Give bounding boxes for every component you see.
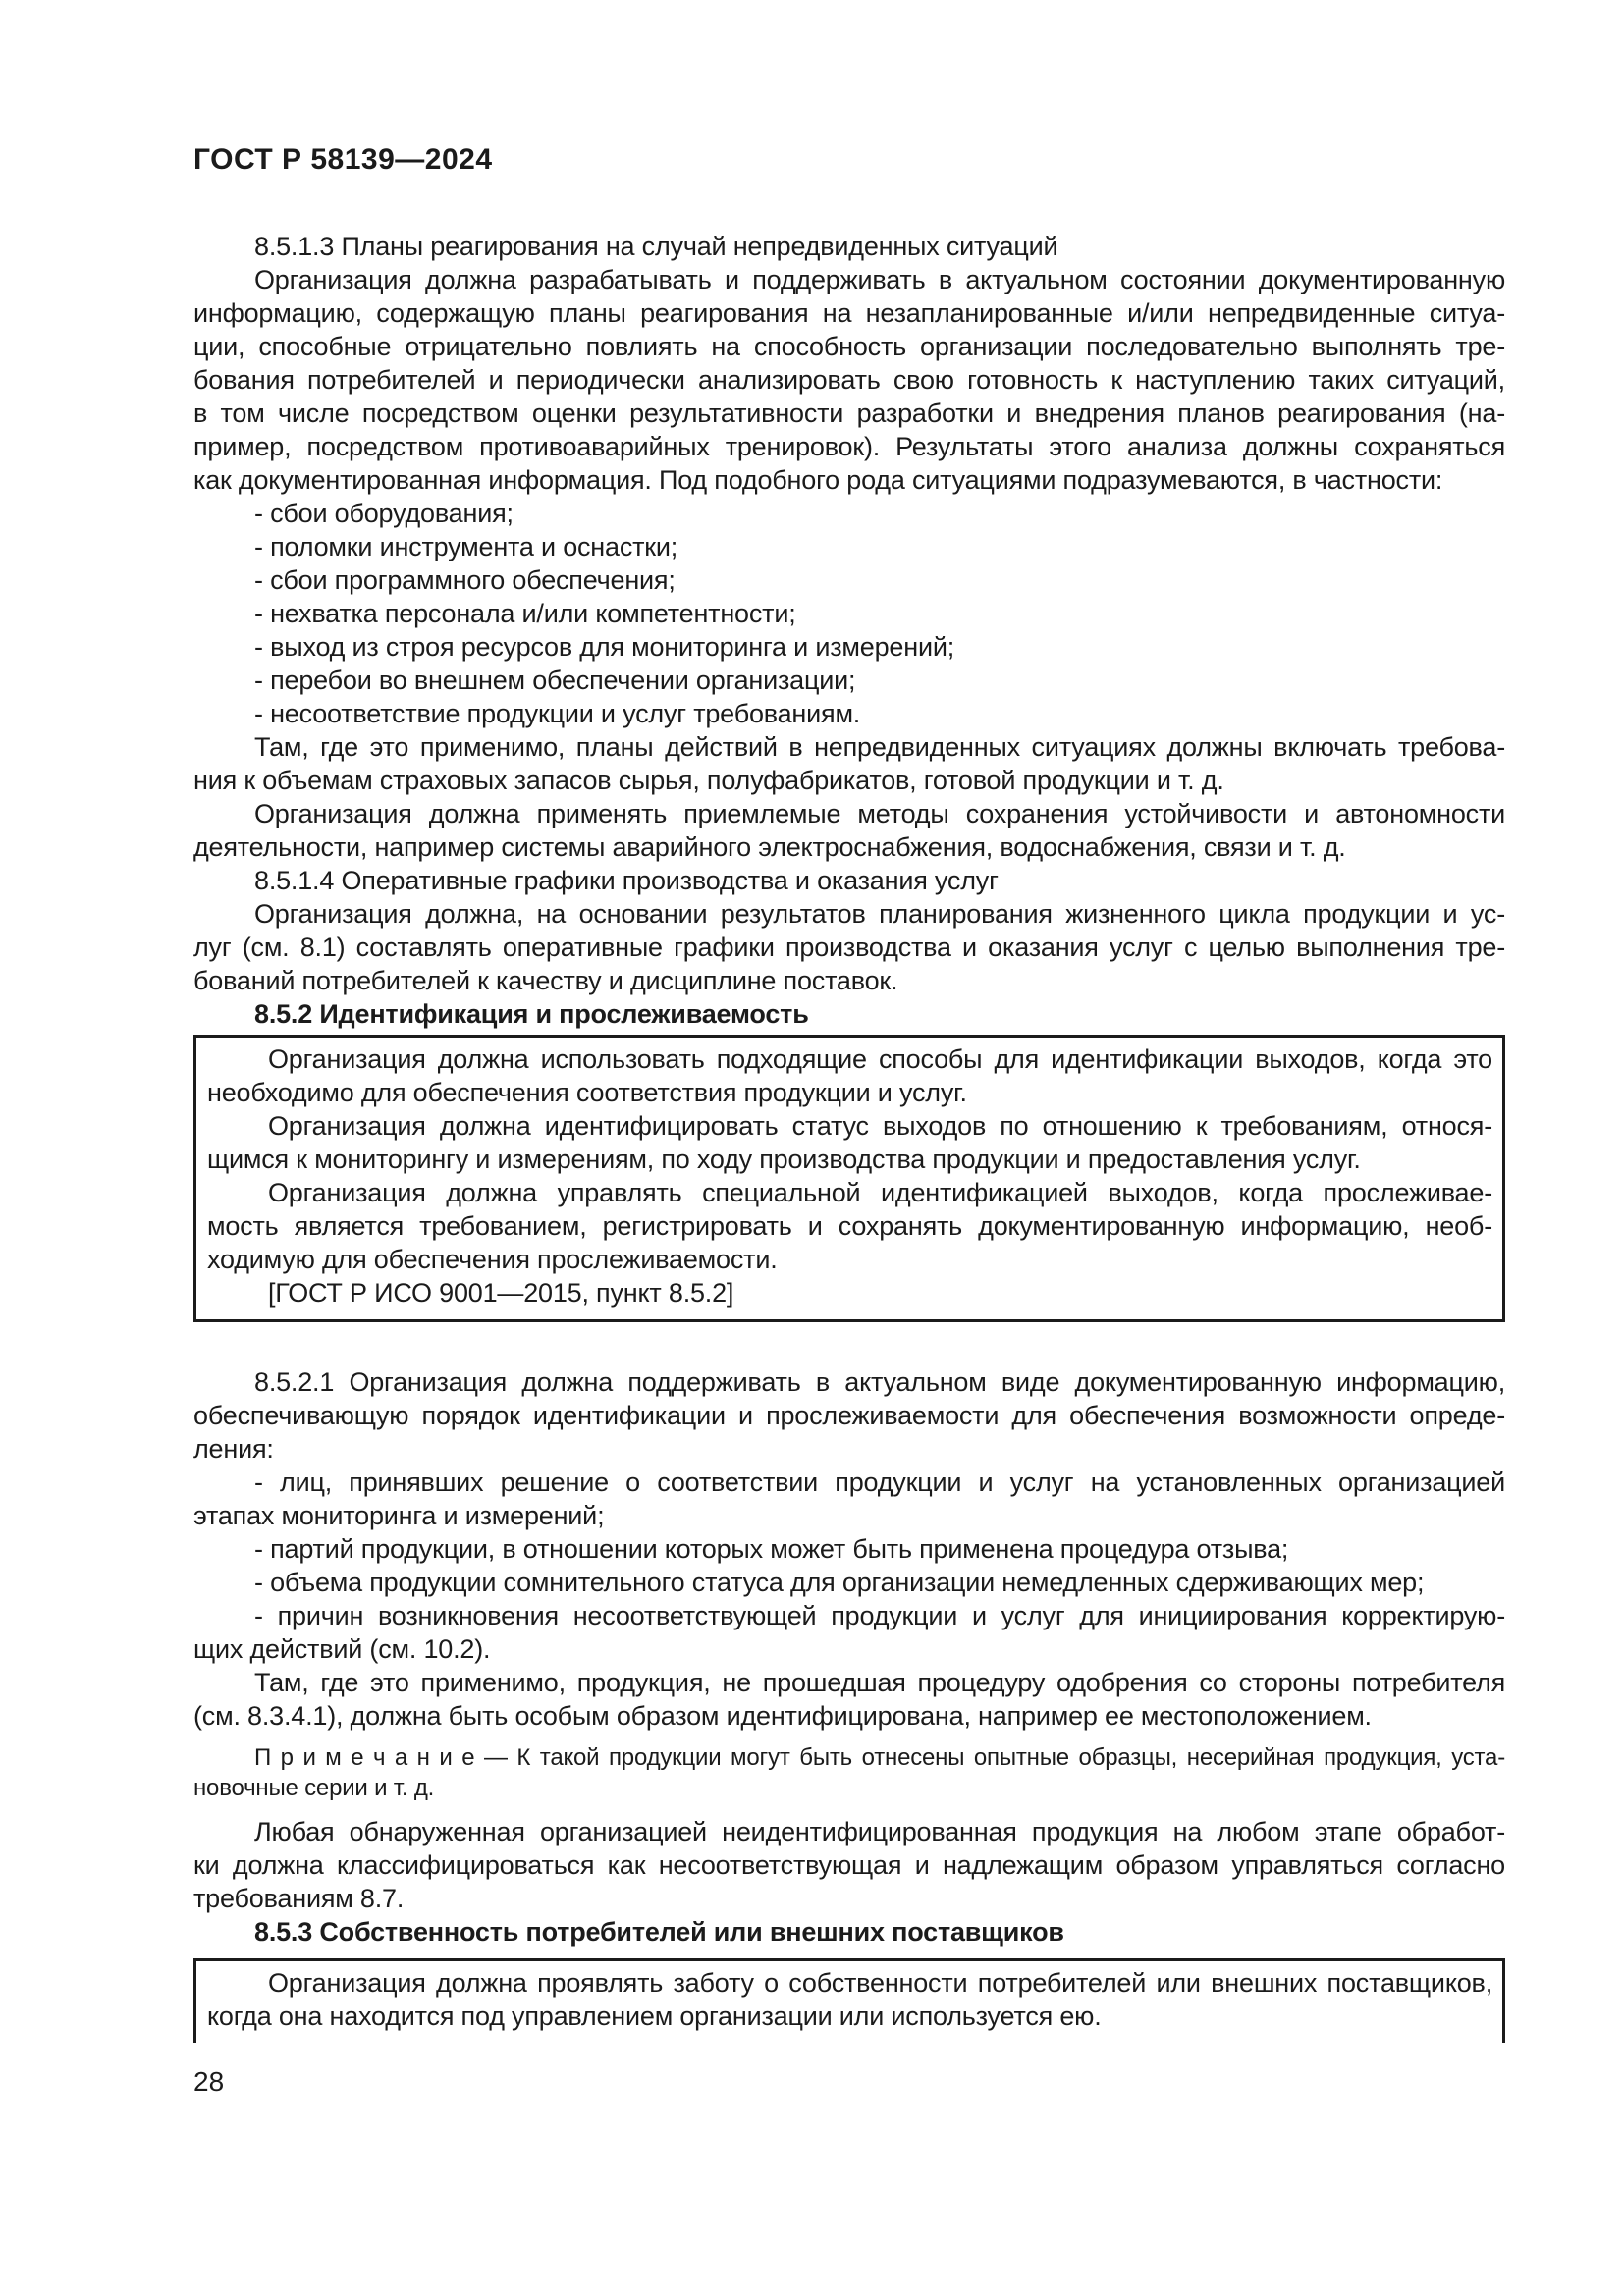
text-line: - нехватка персонала и/или компетентности; — [254, 599, 796, 628]
clause-title-8-5-1-3 — [193, 230, 1505, 263]
text-line: этапах мониторинга и измерений; — [193, 1501, 605, 1530]
text-line: - перебои во внешнем обеспечении организации; — [254, 666, 856, 695]
paragraph — [193, 797, 1505, 864]
paragraph — [193, 263, 1505, 497]
text-line: [ГОСТ Р ИСО 9001—2015, пункт 8.5.2] — [268, 1278, 734, 1308]
text-line: - сбои программного обеспечения; — [254, 565, 676, 595]
list-item — [193, 1466, 1505, 1532]
list-item — [193, 1532, 1505, 1566]
box-paragraph — [207, 1042, 1492, 1109]
text-line: деятельности, например системы аварийного электроснабжения, водоснабжения, связи и т. д. — [193, 832, 1346, 862]
page-number: 28 — [193, 2066, 225, 2097]
section-heading-8-5-2 — [193, 997, 1505, 1031]
text-line: - объема продукции сомнительного статуса для организации немедленных сдерживающих мер; — [254, 1568, 1425, 1597]
text-line: Организация должна идентифицировать статус выходов по отношению к требованиям, относя- — [268, 1111, 1492, 1141]
paragraph — [193, 730, 1505, 797]
text-line: - сбои оборудования; — [254, 499, 514, 528]
list-item — [193, 530, 1505, 563]
text-line: Организация должна использовать подходящие способы для идентификации выходов, когда это — [268, 1044, 1492, 1074]
box-paragraph — [207, 1176, 1492, 1276]
text-line: - выход из строя ресурсов для мониторинга и измерений; — [254, 632, 955, 662]
section-heading-8-5-3 — [193, 1915, 1505, 1949]
list-item — [193, 1599, 1505, 1666]
text-line: ления: — [193, 1434, 274, 1464]
text-line: необходимо для обеспечения соответствия продукции и услуг. — [207, 1078, 967, 1107]
text-line: П р и м е ч а н и е — К такой продукции могут быть отнесены опытные образцы, несерийная продукция, уста- — [254, 1744, 1505, 1771]
list-item — [193, 1566, 1505, 1599]
quote-box-customer-property — [193, 1958, 1505, 2043]
text-line: обеспечивающую порядок идентификации и прослеживаемости для обеспечения возможности опреде- — [193, 1401, 1505, 1430]
text-line: - поломки инструмента и оснастки; — [254, 532, 678, 561]
text-line: Организация должна управлять специальной идентификацией выходов, когда прослеживае- — [268, 1178, 1492, 1207]
text-line: новочные серии и т. д. — [193, 1775, 435, 1801]
text-line: Организация должна, на основании результатов планирования жизненного цикла продукции и ус- — [254, 899, 1505, 929]
list-item — [193, 697, 1505, 730]
text-line: щимся к мониторингу и измерениям, по ходу производства продукции и предоставления услуг. — [207, 1145, 1361, 1174]
box-paragraph — [207, 1276, 1492, 1309]
document-body — [193, 230, 1505, 2043]
text-line: луг (см. 8.1) составлять оперативные графики производства и оказания услуг с целью выполнения тре- — [193, 933, 1505, 962]
text-line: бований потребителей к качеству и дисциплине поставок. — [193, 966, 898, 995]
text-line: ки должна классифицироваться как несоответствующая и надлежащим образом управляться согласно — [193, 1850, 1505, 1880]
paragraph — [193, 1815, 1505, 1915]
paragraph — [193, 1666, 1505, 1733]
list-item — [193, 630, 1505, 664]
text-line: бования потребителей и периодически анализировать свою готовность к наступлению таких ситуаций, — [193, 365, 1505, 395]
text-line: щих действий (см. 10.2). — [193, 1634, 491, 1664]
list-item — [193, 497, 1505, 530]
box-paragraph — [207, 1966, 1492, 2033]
text-line: Организация должна проявлять заботу о собственности потребителей или внешних поставщиков, — [268, 1968, 1492, 1998]
box-paragraph — [207, 1109, 1492, 1176]
text-line: информацию, содержащую планы реагирования на незапланированные и/или непредвиденные ситуа- — [193, 298, 1505, 328]
text-line: как документированная информация. Под подобного рода ситуациями подразумеваются, в частности: — [193, 465, 1443, 495]
text-line: ходимую для обеспечения прослеживаемости. — [207, 1245, 778, 1274]
list-item — [193, 563, 1505, 597]
text-line: - несоответствие продукции и услуг требованиям. — [254, 699, 861, 728]
text-line: Любая обнаруженная организацией неидентифицированная продукция на любом этапе обработ- — [254, 1817, 1505, 1846]
text-line: Там, где это применимо, продукция, не прошедшая процедуру одобрения со стороны потребителя — [254, 1668, 1505, 1697]
text-line: требованиям 8.7. — [193, 1884, 405, 1913]
text-line: - причин возникновения несоответствующей продукции и услуг для инициирования корректирую- — [254, 1601, 1505, 1630]
text-line: мость является требованием, регистрировать и сохранять документированную информацию, необ- — [207, 1211, 1492, 1241]
text-line: в том числе посредством оценки результативности разработки и внедрения планов реагирования (на- — [193, 399, 1505, 428]
list-item — [193, 664, 1505, 697]
text-line: - лиц, принявших решение о соответствии продукции и услуг на установленных организацией — [254, 1468, 1505, 1497]
running-header: ГОСТ Р 58139—2024 — [193, 143, 493, 176]
note — [193, 1742, 1505, 1803]
text-line: ния к объемам страховых запасов сырья, полуфабрикатов, готовой продукции и т. д. — [193, 766, 1224, 795]
quote-box-iso-9001 — [193, 1035, 1505, 1322]
text-line: 8.5.2 Идентификация и прослеживаемость — [254, 999, 809, 1029]
text-line: Организация должна разрабатывать и поддерживать в актуальном состоянии документированную — [254, 265, 1505, 294]
text-line: 8.5.3 Собственность потребителей или внешних поставщиков — [254, 1917, 1064, 1947]
text-line: пример, посредством противоаварийных тренировок). Результаты этого анализа должны сохраняться — [193, 432, 1505, 461]
text-line: 8.5.1.3 Планы реагирования на случай непредвиденных ситуаций — [254, 232, 1058, 261]
list-item — [193, 597, 1505, 630]
paragraph — [193, 1365, 1505, 1466]
text-line: - партий продукции, в отношении которых может быть применена процедура отзыва; — [254, 1534, 1289, 1564]
text-line: ции, способные отрицательно повлиять на способность организации последовательно выполнять тре- — [193, 332, 1505, 361]
paragraph — [193, 897, 1505, 997]
text-line: 8.5.1.4 Оперативные графики производства и оказания услуг — [254, 866, 999, 895]
text-line: 8.5.2.1 Организация должна поддерживать в актуальном виде документированную информацию, — [254, 1367, 1505, 1397]
text-line: Там, где это применимо, планы действий в непредвиденных ситуациях должны включать требова- — [254, 732, 1505, 762]
clause-title-8-5-1-4 — [193, 864, 1505, 897]
text-line: (см. 8.3.4.1), должна быть особым образом идентифицирована, например ее местоположением. — [193, 1701, 1372, 1731]
text-line: Организация должна применять приемлемые методы сохранения устойчивости и автономности — [254, 799, 1505, 828]
text-line: когда она находится под управлением организации или используется ею. — [207, 2002, 1102, 2031]
